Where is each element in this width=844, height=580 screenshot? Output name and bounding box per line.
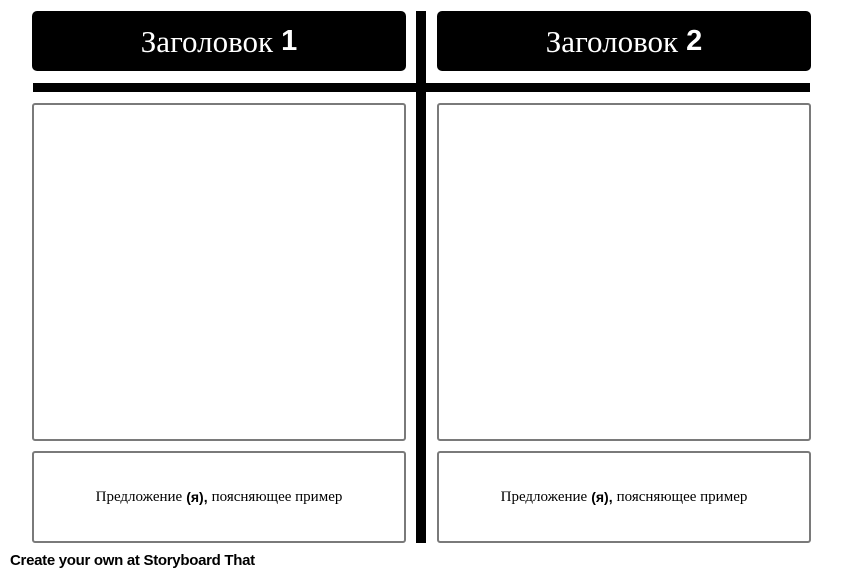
column-2-caption-box[interactable] [437,451,811,543]
column-1-caption-rest: поясняющее пример [211,488,343,505]
column-2-image-panel[interactable] [437,103,811,441]
column-2-header-text: Заголовок [545,23,679,59]
column-2-caption-text: Предложение [500,488,588,505]
column-1-header-number: 1 [281,24,298,57]
horizontal-divider [33,83,810,92]
column-1-header-text: Заголовок [140,23,274,59]
column-1-caption-ya: (я), [186,489,208,505]
column-1-caption-text: Предложение [95,488,183,505]
column-2-header [437,11,811,71]
column-2-caption-ya: (я), [591,489,613,505]
column-1-image-panel[interactable] [32,103,406,441]
column-1-caption-box[interactable] [32,451,406,543]
column-1-header [32,11,406,71]
column-2-header-number: 2 [686,24,703,57]
column-2-caption-rest: поясняющее пример [616,488,748,505]
storyboard-footer-link[interactable]: Create your own at Storyboard That [10,552,255,569]
